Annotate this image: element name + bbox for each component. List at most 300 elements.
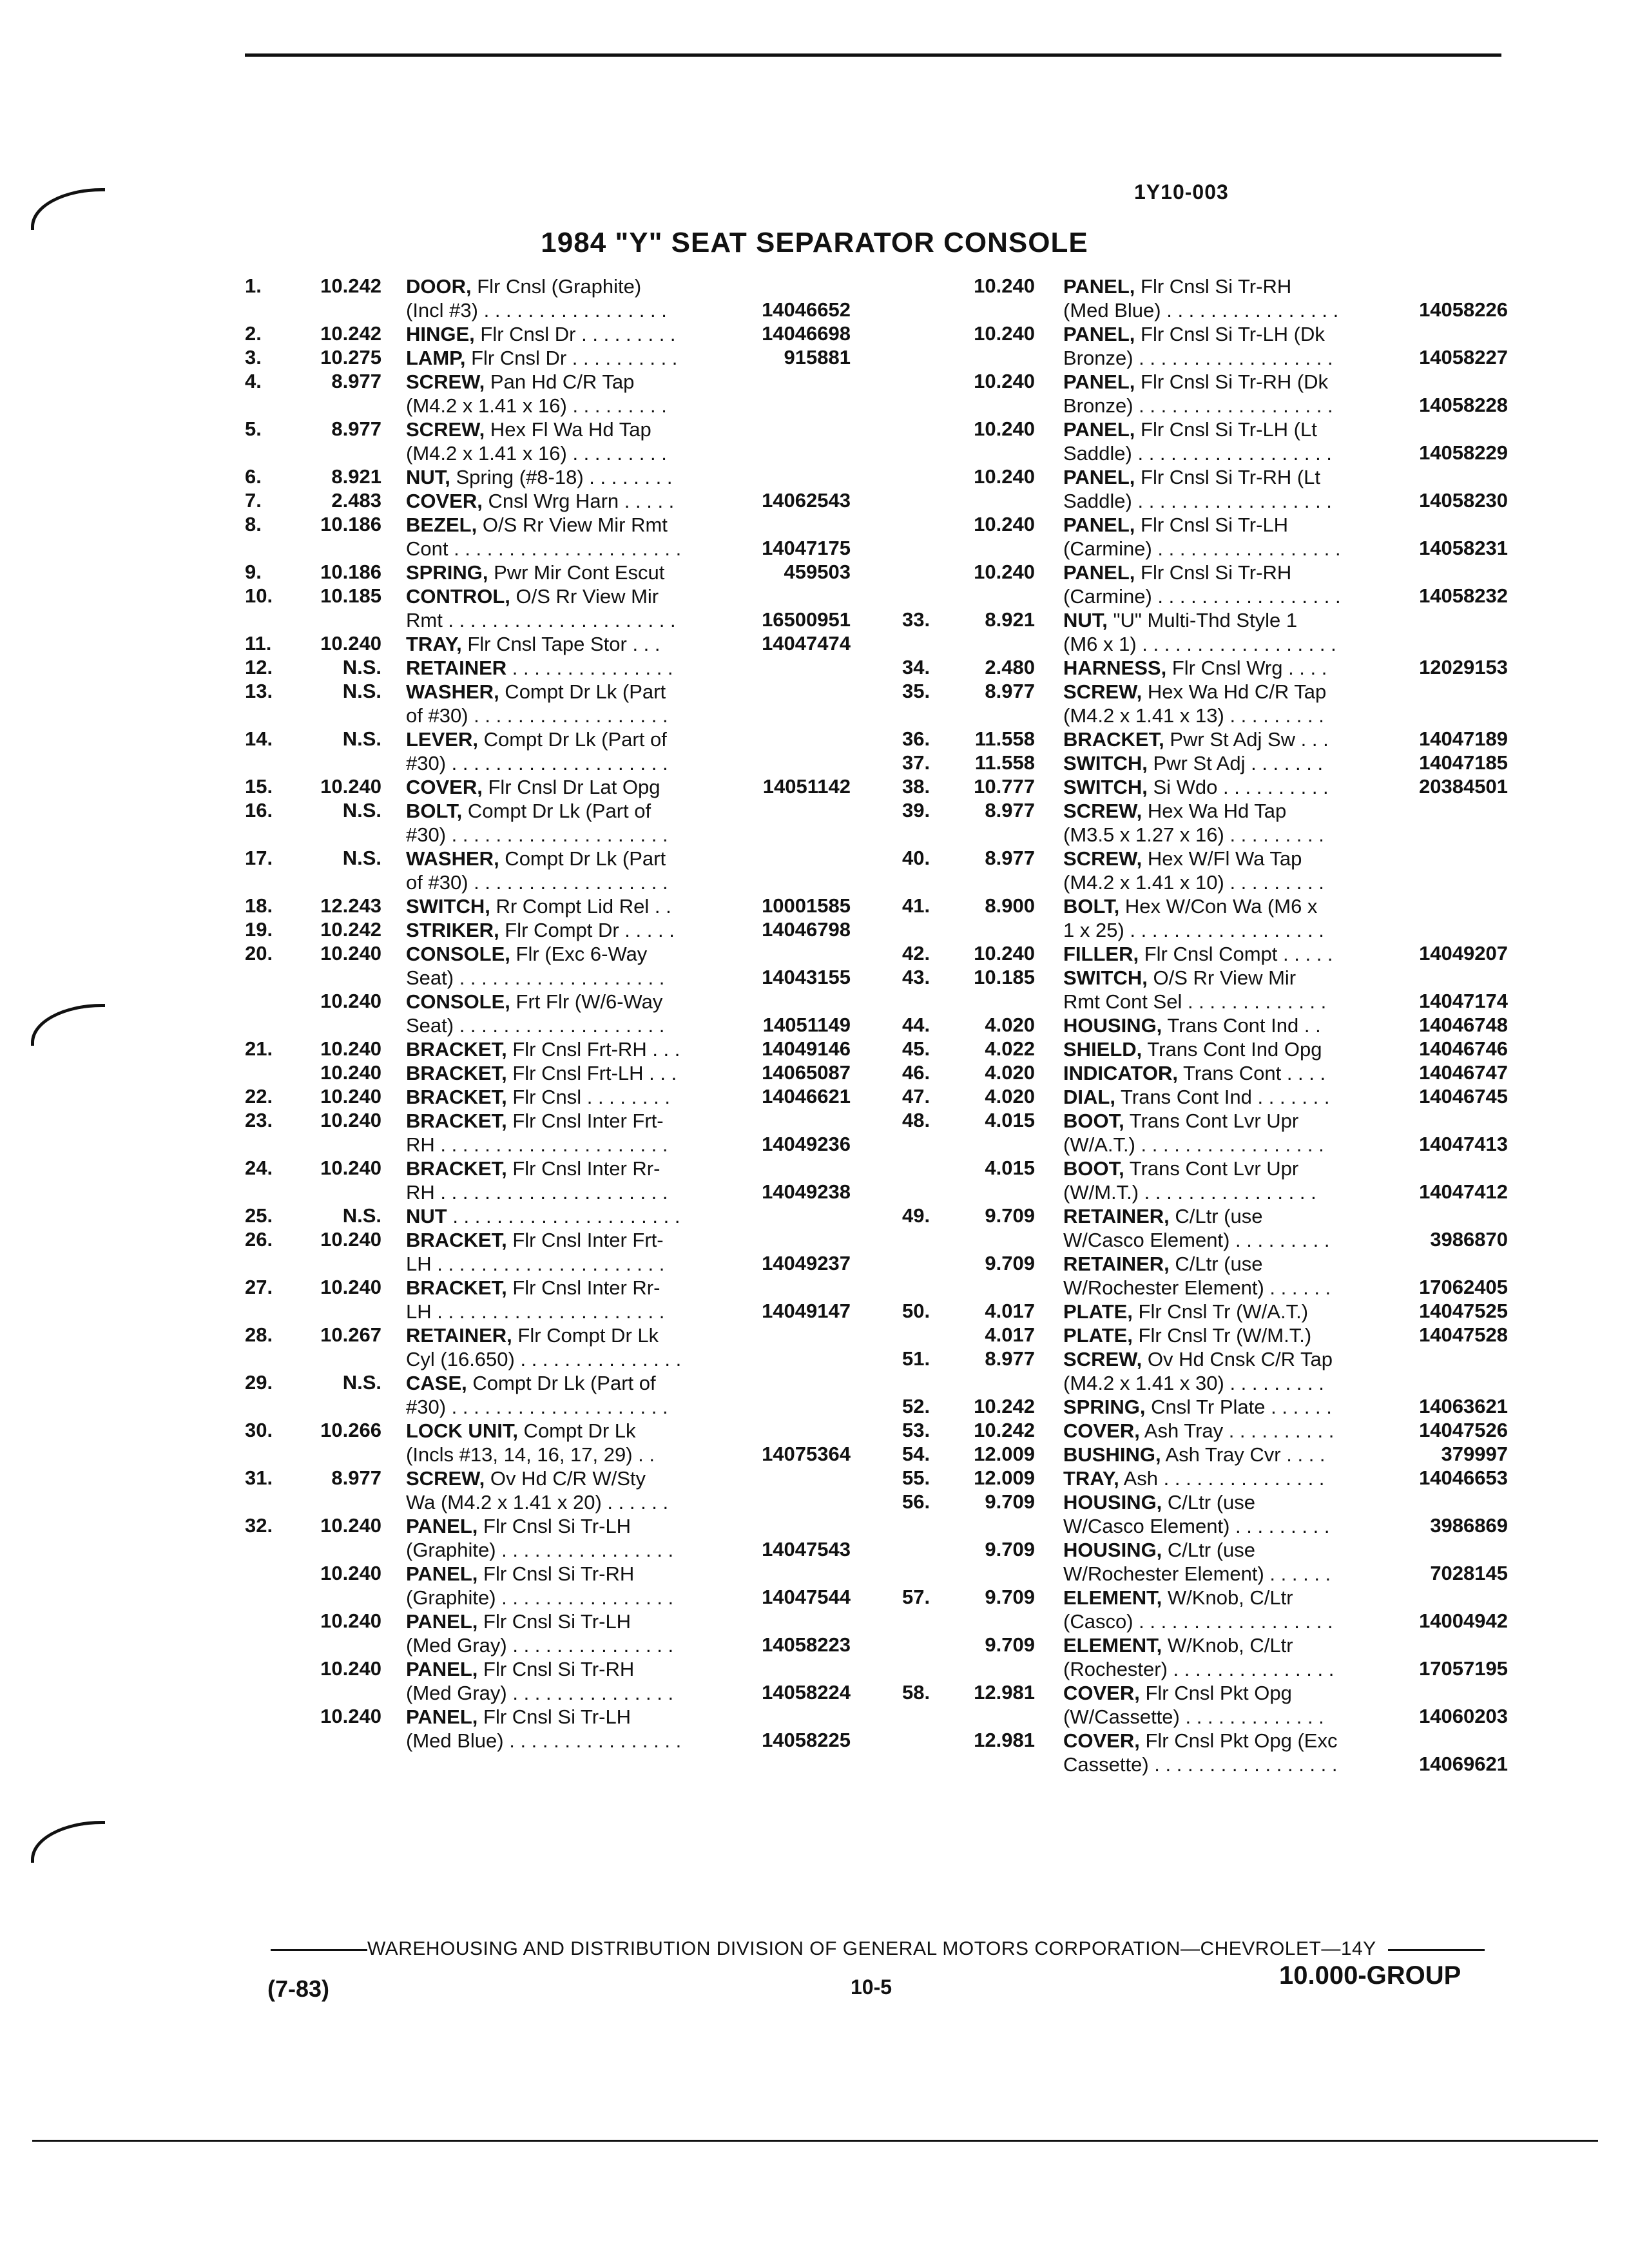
part-entry bbox=[902, 418, 1521, 465]
part-entry bbox=[245, 322, 863, 346]
part-entry bbox=[902, 894, 1521, 942]
part-name: PANEL, bbox=[1063, 370, 1135, 393]
part-name: BOOT, bbox=[1063, 1110, 1124, 1132]
part-number: 17057195 bbox=[1419, 1657, 1508, 1680]
part-description bbox=[406, 1371, 863, 1419]
punch-hole-mark-middle bbox=[31, 1004, 105, 1046]
part-entry bbox=[902, 1419, 1521, 1443]
part-name: TRAY, bbox=[406, 633, 462, 655]
part-name: STRIKER, bbox=[406, 919, 499, 941]
part-detail: Ash . . . . . . . . . . . . . . . bbox=[1119, 1467, 1325, 1490]
part-detail: Trans Cont Lvr Upr (W/A.T.) . . . . . . . . . . . . . . . . . bbox=[1063, 1110, 1324, 1156]
item-number: 57. bbox=[902, 1586, 930, 1608]
part-number: 14046652 bbox=[762, 298, 851, 321]
part-entry bbox=[902, 1490, 1521, 1538]
part-name: PANEL, bbox=[406, 1562, 478, 1585]
group-number: 9.709 bbox=[985, 1586, 1035, 1608]
item-number: 9. bbox=[245, 561, 262, 583]
part-name: PANEL, bbox=[1063, 323, 1135, 345]
part-detail: Flr Cnsl Si Tr-RH (Dk Bronze) . . . . . . . . . . . . . . . . . . bbox=[1063, 370, 1333, 417]
group-number: 10.240 bbox=[974, 465, 1035, 488]
group-number: N.S. bbox=[342, 1371, 381, 1394]
part-detail: Flr Cnsl Si Tr-LH (Lt Saddle) . . . . . . . . . . . . . . . . . . bbox=[1063, 418, 1332, 465]
group-number: 12.981 bbox=[974, 1729, 1035, 1751]
part-detail: Compt Dr Lk (Part of #30) . . . . . . . . . . . . . . . . . . . . bbox=[406, 1372, 668, 1418]
group-number: 8.977 bbox=[331, 370, 381, 392]
item-number: 10. bbox=[245, 584, 273, 607]
group-number: 10.240 bbox=[974, 561, 1035, 583]
group-number: 4.017 bbox=[985, 1300, 1035, 1322]
part-entry bbox=[245, 1610, 863, 1657]
part-entry bbox=[902, 1586, 1521, 1633]
group-number: 4.022 bbox=[985, 1037, 1035, 1060]
part-number: 14049237 bbox=[762, 1252, 851, 1274]
part-name: BRACKET, bbox=[406, 1276, 507, 1299]
item-number: 51. bbox=[902, 1347, 930, 1370]
item-number: 32. bbox=[245, 1514, 273, 1537]
part-entry bbox=[902, 513, 1521, 561]
part-number: 14062543 bbox=[762, 489, 851, 512]
part-entry bbox=[245, 1157, 863, 1204]
group-number: 10.240 bbox=[320, 1228, 381, 1251]
part-name: BRACKET, bbox=[406, 1229, 507, 1251]
group-number: 9.709 bbox=[985, 1204, 1035, 1227]
part-number: 3986869 bbox=[1430, 1514, 1508, 1537]
part-name: CONSOLE, bbox=[406, 990, 510, 1013]
part-description bbox=[406, 727, 863, 775]
part-entry bbox=[245, 1657, 863, 1705]
part-name: PANEL, bbox=[406, 1515, 478, 1537]
part-entry bbox=[902, 1014, 1521, 1037]
part-entry bbox=[245, 918, 863, 942]
part-detail: W/Knob, C/Ltr (Casco) . . . . . . . . . . . . . . . . . . bbox=[1063, 1586, 1333, 1633]
part-entry bbox=[902, 1204, 1521, 1252]
part-number: 14058231 bbox=[1419, 537, 1508, 559]
part-entry bbox=[245, 1037, 863, 1061]
group-number: N.S. bbox=[342, 1204, 381, 1227]
group-number: 10.242 bbox=[320, 918, 381, 941]
part-detail: Trans Cont . . . . bbox=[1177, 1062, 1326, 1084]
group-number: 10.186 bbox=[320, 561, 381, 583]
group-number: 8.977 bbox=[331, 418, 381, 440]
part-entry bbox=[245, 561, 863, 584]
part-entry bbox=[902, 942, 1521, 966]
part-detail: Trans Cont Ind . . bbox=[1162, 1014, 1321, 1037]
part-number: 14047412 bbox=[1419, 1180, 1508, 1203]
part-number: 14046745 bbox=[1419, 1085, 1508, 1108]
part-number: 14004942 bbox=[1419, 1610, 1508, 1632]
part-detail: Flr Compt Dr Lk Cyl (16.650) . . . . . . . . . . . . . . . bbox=[406, 1324, 682, 1370]
part-number: 14047189 bbox=[1419, 727, 1508, 750]
group-number: 10.240 bbox=[320, 1085, 381, 1108]
part-entry bbox=[245, 894, 863, 918]
part-detail: O/S Rr View Mir Rmt Cont Sel . . . . . . . . . . . . . bbox=[1063, 966, 1327, 1013]
part-entry bbox=[902, 608, 1521, 656]
part-description bbox=[406, 799, 863, 847]
punch-hole-mark-top bbox=[31, 188, 105, 230]
group-number: 12.009 bbox=[974, 1466, 1035, 1489]
part-detail: Flr Cnsl Dr . . . . . . . . . bbox=[474, 323, 676, 345]
item-number: 39. bbox=[902, 799, 930, 822]
part-entry bbox=[902, 1395, 1521, 1419]
group-number: 8.921 bbox=[985, 608, 1035, 631]
part-name: DOOR, bbox=[406, 275, 472, 298]
item-number: 14. bbox=[245, 727, 273, 750]
part-number: 7028145 bbox=[1430, 1562, 1508, 1584]
part-description bbox=[1063, 799, 1521, 847]
part-name: SHIELD, bbox=[1063, 1038, 1142, 1061]
part-number: 14049207 bbox=[1419, 942, 1508, 965]
part-number: 14063621 bbox=[1419, 1395, 1508, 1418]
item-number: 35. bbox=[902, 680, 930, 702]
group-number: 10.240 bbox=[320, 1514, 381, 1537]
part-number: 14058228 bbox=[1419, 394, 1508, 416]
part-number: 14047474 bbox=[762, 632, 851, 655]
part-name: SPRING, bbox=[406, 561, 488, 584]
item-number: 31. bbox=[245, 1466, 273, 1489]
part-name: HOUSING, bbox=[1063, 1539, 1162, 1561]
part-detail: Flr Cnsl Frt-RH . . . bbox=[506, 1038, 680, 1061]
part-detail: Flr Cnsl Si Tr-RH (Med Gray) . . . . . . . . . . . . . . . bbox=[406, 1658, 674, 1704]
part-number: 14046747 bbox=[1419, 1061, 1508, 1084]
part-number: 14049147 bbox=[762, 1300, 851, 1322]
part-number: 14058232 bbox=[1419, 584, 1508, 607]
part-name: NUT bbox=[406, 1205, 447, 1227]
part-name: CONSOLE, bbox=[406, 943, 510, 965]
part-number: 3986870 bbox=[1430, 1228, 1508, 1251]
part-number: 14043155 bbox=[762, 966, 851, 988]
item-number: 7. bbox=[245, 489, 262, 512]
group-number: 4.015 bbox=[985, 1157, 1035, 1179]
group-number: 8.977 bbox=[331, 1466, 381, 1489]
part-number: 17062405 bbox=[1419, 1276, 1508, 1298]
part-detail: Flr Cnsl Frt-LH . . . bbox=[506, 1062, 677, 1084]
part-entry bbox=[245, 775, 863, 799]
part-name: SCREW, bbox=[406, 418, 485, 441]
part-detail: Ov Hd C/R W/Sty Wa (M4.2 x 1.41 x 20) . . . . . . bbox=[406, 1467, 669, 1514]
part-detail: Spring (#8-18) . . . . . . . . bbox=[450, 466, 673, 488]
item-number: 26. bbox=[245, 1228, 273, 1251]
part-number: 14058223 bbox=[762, 1633, 851, 1656]
part-entry bbox=[902, 1323, 1521, 1347]
part-detail: Flr Cnsl Dr Lat Opg bbox=[482, 776, 660, 798]
part-detail: Compt Dr Lk (Part of #30) . . . . . . . . . . . . . . . . . . . . bbox=[406, 728, 668, 774]
group-number: 10.266 bbox=[320, 1419, 381, 1441]
part-name: COVER, bbox=[406, 490, 483, 512]
part-detail: Flr Cnsl Si Tr-RH (Carmine) . . . . . . . . . . . . . . . . . bbox=[1063, 561, 1341, 608]
part-name: NUT, bbox=[1063, 609, 1108, 631]
part-number: 14046621 bbox=[762, 1085, 851, 1108]
item-number: 15. bbox=[245, 775, 273, 798]
part-number: 14058225 bbox=[762, 1729, 851, 1751]
part-entry bbox=[245, 990, 863, 1037]
part-number: 14046798 bbox=[762, 918, 851, 941]
item-number: 3. bbox=[245, 346, 262, 369]
item-number: 44. bbox=[902, 1014, 930, 1036]
item-number: 8. bbox=[245, 513, 262, 535]
part-detail: Cnsl Wrg Harn . . . . . bbox=[482, 490, 675, 512]
group-number: 4.020 bbox=[985, 1085, 1035, 1108]
part-description bbox=[1063, 680, 1521, 727]
item-number: 16. bbox=[245, 799, 273, 822]
part-number: 14047526 bbox=[1419, 1419, 1508, 1441]
part-entry bbox=[245, 1204, 863, 1228]
group-number: 10.240 bbox=[320, 1061, 381, 1084]
group-number: 10.185 bbox=[320, 584, 381, 607]
group-number: 10.240 bbox=[320, 775, 381, 798]
part-detail: Flr Cnsl (Graphite) (Incl #3) . . . . . . . . . . . . . . . . . bbox=[406, 275, 667, 322]
part-entry bbox=[902, 1037, 1521, 1061]
item-number: 58. bbox=[902, 1681, 930, 1704]
footer-date: (7-83) bbox=[267, 1975, 330, 2002]
item-number: 11. bbox=[245, 632, 272, 655]
part-name: BRACKET, bbox=[406, 1038, 507, 1061]
part-detail: Trans Cont Ind . . . . . . . bbox=[1115, 1086, 1330, 1108]
part-entry bbox=[902, 847, 1521, 894]
part-detail: O/S Rr View Mir Rmt Cont . . . . . . . . . . . . . . . . . . . . . bbox=[406, 514, 682, 560]
part-number: 14046653 bbox=[1419, 1466, 1508, 1489]
part-entry bbox=[902, 1538, 1521, 1586]
part-number: 14047528 bbox=[1419, 1323, 1508, 1346]
item-number: 18. bbox=[245, 894, 273, 917]
group-number: 9.709 bbox=[985, 1490, 1035, 1513]
group-number: 4.015 bbox=[985, 1109, 1035, 1131]
group-number: 12.981 bbox=[974, 1681, 1035, 1704]
part-number: 14047525 bbox=[1419, 1300, 1508, 1322]
group-number: 9.709 bbox=[985, 1538, 1035, 1561]
group-number: 4.017 bbox=[985, 1323, 1035, 1346]
part-entry bbox=[245, 727, 863, 775]
item-number: 12. bbox=[245, 656, 273, 678]
part-description bbox=[406, 680, 863, 727]
group-number: 10.240 bbox=[320, 990, 381, 1012]
part-detail: Rr Compt Lid Rel . . bbox=[490, 895, 671, 918]
group-number: 8.921 bbox=[331, 465, 381, 488]
part-detail: Trans Cont Lvr Upr (W/M.T.) . . . . . . . . . . . . . . . . bbox=[1063, 1157, 1316, 1204]
part-name: BRACKET, bbox=[406, 1157, 507, 1180]
part-number: 14069621 bbox=[1419, 1753, 1508, 1775]
part-name: RETAINER, bbox=[1063, 1205, 1170, 1227]
group-number: 12.243 bbox=[320, 894, 381, 917]
item-number: 4. bbox=[245, 370, 262, 392]
part-number: 14058229 bbox=[1419, 441, 1508, 464]
part-name: COVER, bbox=[1063, 1729, 1140, 1752]
part-entry bbox=[902, 274, 1521, 322]
part-detail: Flr Cnsl Inter Rr- RH . . . . . . . . . . . . . . . . . . . . . bbox=[406, 1157, 668, 1204]
part-number: 14046746 bbox=[1419, 1037, 1508, 1060]
item-number: 53. bbox=[902, 1419, 930, 1441]
part-name: RETAINER bbox=[406, 657, 507, 679]
item-number: 45. bbox=[902, 1037, 930, 1060]
part-detail: . . . . . . . . . . . . . . . bbox=[506, 657, 673, 679]
group-number: 10.240 bbox=[974, 370, 1035, 392]
part-detail: C/Ltr (use W/Casco Element) . . . . . . . . . bbox=[1063, 1491, 1330, 1537]
part-name: PANEL, bbox=[406, 1658, 478, 1680]
part-name: BRACKET, bbox=[406, 1110, 507, 1132]
group-number: 10.777 bbox=[974, 775, 1035, 798]
part-description bbox=[406, 1466, 863, 1514]
part-name: SWITCH, bbox=[1063, 776, 1148, 798]
part-name: BRACKET, bbox=[406, 1062, 507, 1084]
part-detail: Flr Cnsl Si Tr-LH (Med Gray) . . . . . . . . . . . . . . . bbox=[406, 1610, 674, 1657]
group-number: N.S. bbox=[342, 680, 381, 702]
item-number: 34. bbox=[902, 656, 930, 678]
part-entry bbox=[245, 489, 863, 513]
part-name: HOUSING, bbox=[1063, 1014, 1162, 1037]
item-number: 13. bbox=[245, 680, 273, 702]
part-detail: Pwr Mir Cont Escut bbox=[488, 561, 665, 584]
part-entry bbox=[902, 370, 1521, 418]
part-entry bbox=[902, 1061, 1521, 1085]
part-name: RETAINER, bbox=[1063, 1253, 1170, 1275]
group-number: 10.242 bbox=[974, 1395, 1035, 1418]
part-detail: Flr Cnsl Inter Frt- LH . . . . . . . . . . . . . . . . . . . . . bbox=[406, 1229, 665, 1275]
part-entry bbox=[245, 346, 863, 370]
part-entry bbox=[245, 513, 863, 561]
part-detail: Flr Cnsl Inter Rr- LH . . . . . . . . . . . . . . . . . . . . . bbox=[406, 1276, 665, 1323]
part-number: 14047174 bbox=[1419, 990, 1508, 1012]
part-detail: Flr Compt Dr . . . . . bbox=[499, 919, 675, 941]
item-number: 56. bbox=[902, 1490, 930, 1513]
part-detail: Flr Cnsl Si Tr-RH (Med Blue) . . . . . . . . . . . . . . . . bbox=[1063, 275, 1339, 322]
part-entry bbox=[902, 561, 1521, 608]
group-number: 10.240 bbox=[320, 942, 381, 965]
part-entry bbox=[245, 418, 863, 465]
part-entry bbox=[902, 1157, 1521, 1204]
part-detail: C/Ltr (use W/Rochester Element) . . . . . . bbox=[1063, 1539, 1331, 1585]
item-number: 24. bbox=[245, 1157, 273, 1179]
item-number: 43. bbox=[902, 966, 930, 988]
part-entry bbox=[902, 322, 1521, 370]
part-name: COVER, bbox=[1063, 1682, 1140, 1704]
part-name: PANEL, bbox=[1063, 275, 1135, 298]
group-number: 10.240 bbox=[320, 1705, 381, 1727]
part-name: BOOT, bbox=[1063, 1157, 1124, 1180]
part-detail: Flr Cnsl Tr (W/M.T.) bbox=[1132, 1324, 1312, 1347]
item-number: 28. bbox=[245, 1323, 273, 1346]
group-number: 11.558 bbox=[974, 751, 1035, 774]
group-number: 10.240 bbox=[320, 1657, 381, 1680]
part-number: 915881 bbox=[784, 346, 851, 369]
item-number: 54. bbox=[902, 1443, 930, 1465]
part-entry bbox=[902, 465, 1521, 513]
page-title: 1984 "Y" SEAT SEPARATOR CONSOLE bbox=[541, 227, 1088, 258]
part-entry bbox=[902, 1729, 1521, 1776]
part-number: 459503 bbox=[784, 561, 851, 583]
part-entry bbox=[245, 465, 863, 489]
part-name: SCREW, bbox=[1063, 1348, 1142, 1370]
part-description bbox=[1063, 847, 1521, 894]
footer-group: 10.000-GROUP bbox=[1279, 1961, 1461, 1990]
group-number: 10.242 bbox=[320, 274, 381, 297]
part-detail: Flr Cnsl Si Tr-RH (Lt Saddle) . . . . . . . . . . . . . . . . . . bbox=[1063, 466, 1332, 512]
part-name: SCREW, bbox=[1063, 847, 1142, 870]
part-entry bbox=[902, 1252, 1521, 1300]
part-name: TRAY, bbox=[1063, 1467, 1119, 1490]
part-entry bbox=[245, 1228, 863, 1276]
part-entry bbox=[245, 1514, 863, 1562]
part-description bbox=[406, 656, 863, 680]
part-entry bbox=[902, 966, 1521, 1014]
part-entry bbox=[245, 1276, 863, 1323]
item-number: 6. bbox=[245, 465, 262, 488]
part-name: HARNESS, bbox=[1063, 657, 1167, 679]
part-detail: Trans Cont Ind Opg bbox=[1142, 1038, 1322, 1061]
group-number: 8.977 bbox=[985, 1347, 1035, 1370]
part-description bbox=[406, 418, 863, 465]
group-number: 10.240 bbox=[320, 1562, 381, 1584]
part-number: 14075364 bbox=[762, 1443, 851, 1465]
part-name: SPRING, bbox=[1063, 1396, 1146, 1418]
part-description bbox=[406, 1204, 863, 1228]
part-detail: Ash Tray Cvr . . . . bbox=[1161, 1443, 1325, 1466]
item-number: 1. bbox=[245, 274, 262, 297]
part-detail: C/Ltr (use W/Rochester Element) . . . . . . bbox=[1063, 1253, 1331, 1299]
part-name: PANEL, bbox=[1063, 561, 1135, 584]
item-number: 52. bbox=[902, 1395, 930, 1418]
group-number: 10.240 bbox=[320, 1037, 381, 1060]
part-detail: Flr Cnsl Wrg . . . . bbox=[1166, 657, 1327, 679]
item-number: 46. bbox=[902, 1061, 930, 1084]
part-detail: Flr Cnsl Pkt Opg (W/Cassette) . . . . . . . . . . . . . bbox=[1063, 1682, 1324, 1728]
punch-hole-mark-bottom bbox=[31, 1821, 105, 1863]
part-entry bbox=[245, 1562, 863, 1610]
group-number: 2.483 bbox=[331, 489, 381, 512]
item-number: 19. bbox=[245, 918, 273, 941]
group-number: 8.900 bbox=[985, 894, 1035, 917]
part-name: PANEL, bbox=[406, 1706, 478, 1728]
page-code: 1Y10-003 bbox=[1134, 180, 1229, 204]
part-number: 14058226 bbox=[1419, 298, 1508, 321]
part-name: LOCK UNIT, bbox=[406, 1419, 518, 1442]
part-entry bbox=[245, 942, 863, 990]
part-detail: Compt Dr Lk (Incls #13, 14, 16, 17, 29) . . bbox=[406, 1419, 655, 1466]
part-entry bbox=[902, 1300, 1521, 1323]
part-name: SWITCH, bbox=[406, 895, 490, 918]
part-detail: Pwr St Adj . . . . . . . bbox=[1147, 752, 1324, 774]
part-number: 14047543 bbox=[762, 1538, 851, 1561]
part-entry bbox=[902, 1085, 1521, 1109]
part-detail: Flr Cnsl Compt . . . . . bbox=[1139, 943, 1333, 965]
group-number: 10.240 bbox=[974, 418, 1035, 440]
part-entry bbox=[902, 751, 1521, 775]
part-detail: Hex W/Con Wa (M6 x 1 x 25) . . . . . . . . . . . . . . . . . . bbox=[1063, 895, 1324, 941]
part-detail: C/Ltr (use W/Casco Element) . . . . . . . . . bbox=[1063, 1205, 1330, 1251]
part-name: SCREW, bbox=[406, 370, 485, 393]
part-number: 14049238 bbox=[762, 1180, 851, 1203]
part-number: 14047413 bbox=[1419, 1133, 1508, 1155]
group-number: N.S. bbox=[342, 656, 381, 678]
part-name: BOLT, bbox=[1063, 895, 1120, 918]
part-entry bbox=[902, 1681, 1521, 1729]
part-detail: Ash Tray . . . . . . . . . . bbox=[1139, 1419, 1335, 1442]
part-description bbox=[406, 847, 863, 894]
part-name: CONTROL, bbox=[406, 585, 510, 608]
part-detail: Si Wdo . . . . . . . . . . bbox=[1147, 776, 1329, 798]
item-number: 55. bbox=[902, 1466, 930, 1489]
part-detail: Pwr St Adj Sw . . . bbox=[1164, 728, 1329, 751]
part-entry bbox=[245, 656, 863, 680]
part-name: SCREW, bbox=[1063, 800, 1142, 822]
part-name: PLATE, bbox=[1063, 1324, 1133, 1347]
part-detail: Pan Hd C/R Tap (M4.2 x 1.41 x 16) . . . . . . . . . bbox=[406, 370, 667, 417]
item-number: 49. bbox=[902, 1204, 930, 1227]
part-detail: Flr Cnsl Si Tr-LH (Dk Bronze) . . . . . . . . . . . . . . . . . . bbox=[1063, 323, 1333, 369]
item-number: 22. bbox=[245, 1085, 273, 1108]
part-detail: Hex Fl Wa Hd Tap (M4.2 x 1.41 x 16) . . . . . . . . . bbox=[406, 418, 667, 465]
part-number: 14049236 bbox=[762, 1133, 851, 1155]
part-detail: Ov Hd Cnsk C/R Tap (M4.2 x 1.41 x 30) . . . . . . . . . bbox=[1063, 1348, 1333, 1394]
